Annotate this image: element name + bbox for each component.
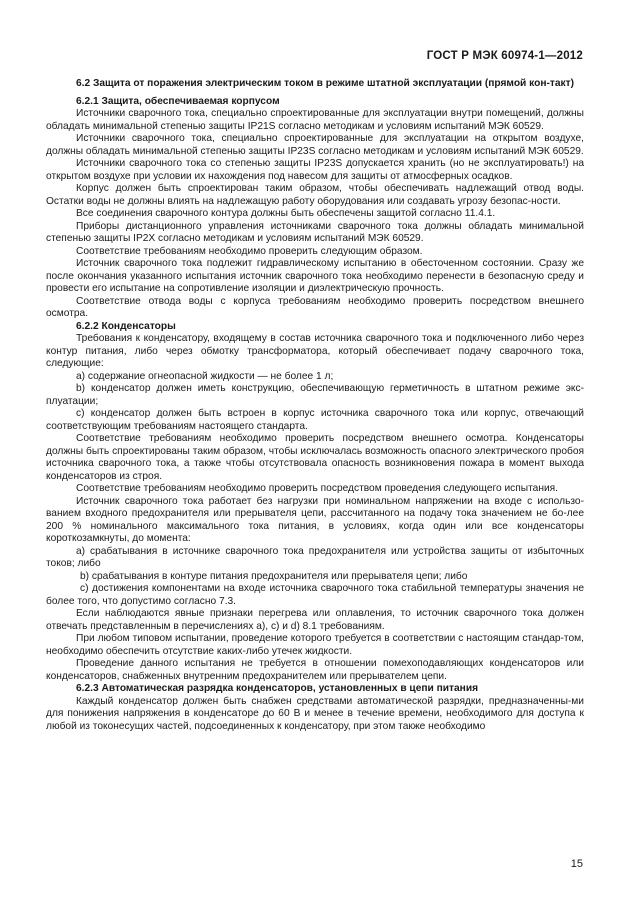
- heading-6-2-3: 6.2.3 Автоматическая разрядка конденсаторов, установленных в цепи питания: [76, 683, 479, 694]
- heading-6-2: 6.2 Защита от поражения электрическим током в режиме штатной эксплуатации (прямой кон-такт): [76, 78, 575, 89]
- paragraph: Соответствие требованиям необходимо проверить посредством внешнего осмотра. Конденсаторы должны быть спроектированы таким образом, чтобы исключалась возможность опасного электрического пробоя источника сварочного тока, а также чтобы отсутствовала опасность возникновения пожара в момент выхода конденсаторов из строя.: [46, 433, 584, 482]
- document-body: [46, 78, 584, 733]
- heading-6-2-2: 6.2.2 Конденсаторы: [76, 320, 176, 332]
- list-item: a) содержание огнеопасной жидкости — не более 1 л;: [76, 370, 334, 382]
- paragraph: Каждый конденсатор должен быть снабжен средствами автоматической разрядки, предназначенны-ми для понижения напряжения в конденсаторе до 60 В и менее в течение времени, необходимого для доступа к любой из токонесущих частей, подсоединенных к конденсатору, при этом также необходимо: [46, 695, 584, 732]
- paragraph: Если наблюдаются явные признаки перегрева или оплавления, то источник сварочного тока должен отвечать представленным в перечислениях a), c) и d) 8.1 требованиям.: [46, 608, 584, 632]
- paragraph: Приборы дистанционного управления источниками сварочного тока должны обладать минимальной степенью защиты IP2X согласно методикам и условиям испытаний МЭК 60529.: [46, 220, 584, 244]
- paragraph: Соответствие отвода воды с корпуса требованиям необходимо проверить посредством внешнего осмотра.: [46, 295, 584, 319]
- paragraph: Источник сварочного тока работает без нагрузки при номинальном напряжении на входе с использо-ванием входного предохранителя или прерывателя цепи, рассчитанного на подачу тока значением не бо-лее 200 % номинального максимального тока питания, в условиях, когда один или все конденсаторы короткозамкнуты, до момента:: [46, 495, 584, 544]
- paragraph: При любом типовом испытании, проведение которого требуется в соответствии с настоящим стандар-том, необходимо обеспечить отсутствие каких-либо утечек жидкости.: [46, 633, 584, 657]
- paragraph: Источник сварочного тока подлежит гидравлическому испытанию в обесточенном состоянии. Сразу же после окончания указанного испытания источник сварочного тока необходимо перенести в безопасную среду и провести его испытание на сопротивление изоляции и диэлектрическую прочность.: [46, 258, 584, 294]
- paragraph: Источники сварочного тока, специально спроектированные для эксплуатации внутри помещений, должны обладать минимальной степенью защиты IP21S согласно методикам и условиям испытаний МЭК 60529.: [46, 108, 584, 132]
- list-item: a) срабатывания в источнике сварочного тока предохранителя или устройства защиты от избыточных токов; либо: [46, 545, 584, 569]
- paragraph: Источники сварочного тока, специально спроектированные для эксплуатации на открытом воздухе, должны обладать минимальной степенью защиты IP23S согласно методикам и условиям испытаний МЭК 60529.: [46, 133, 584, 157]
- list-item: b) срабатывания в контуре питания предохранителя или прерывателя цепи; либо: [80, 570, 468, 582]
- paragraph: Проведение данного испытания не требуется в отношении помехоподавляющих конденсаторов или конденсаторов, снабженных внутренним предохранителем или прерывателем цепи.: [46, 658, 584, 682]
- paragraph: Требования к конденсатору, входящему в состав источника сварочного тока и подключенного либо через контур питания, либо через обмотку трансформатора, который обеспечивает подачу сварочного тока, следующие:: [46, 333, 584, 369]
- paragraph: Соответствие требованиям необходимо проверить посредством проведения следующего испытания.: [76, 483, 558, 494]
- paragraph: Источники сварочного тока со степенью защиты IP23S допускается хранить (но не эксплуатировать!) на открытом воздухе при условии их нахождения под навесом для защиты от атмосферных осадков.: [46, 158, 584, 182]
- heading-6-2-1: 6.2.1 Защита, обеспечиваемая корпусом: [76, 95, 280, 107]
- paragraph: Корпус должен быть спроектирован таким образом, чтобы обеспечивать надлежащий отвод воды. Остатки воды не должны влиять на надлежащую работу оборудования или создавать угрозу безопас-ности.: [46, 183, 584, 207]
- list-item: b) конденсатор должен иметь конструкцию, обеспечивающую герметичность в штатном режиме экс-плуатации;: [46, 383, 584, 407]
- list-item: c) достижения компонентами на входе источника сварочного тока стабильной температуры значения не более того, что допустимо согласно 7.3.: [46, 583, 584, 607]
- paragraph: Соответствие требованиям необходимо проверить следующим образом.: [76, 245, 423, 257]
- page-number: 15: [570, 858, 583, 870]
- list-item: c) конденсатор должен быть встроен в корпус источника сварочного тока или корпус, отвечающий соответствующим требованиям настоящего стандарта.: [46, 408, 584, 432]
- standard-header: ГОСТ Р МЭК 60974-1—2012: [426, 50, 583, 62]
- paragraph: Все соединения сварочного контура должны быть обеспечены защитой согласно 11.4.1.: [76, 208, 496, 219]
